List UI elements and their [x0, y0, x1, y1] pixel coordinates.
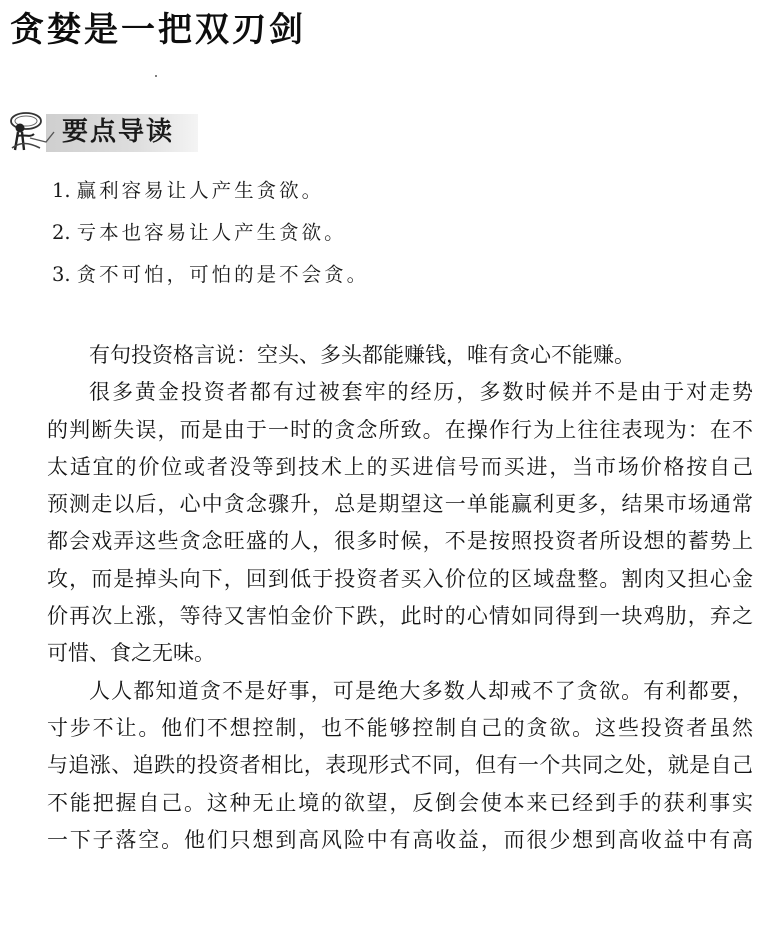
- text-line: 寸步不让。他们不想控制，也不能够控制自己的贪欲。这些投资者虽然: [47, 715, 753, 740]
- text-line: 不能把握自己。这种无止境的欲望，反倒会使本来已经到手的获利事实: [47, 790, 753, 815]
- text-line: 可惜、食之无味。: [47, 641, 215, 666]
- text-line: 有句投资格言说：空头、多头都能赚钱，唯有贪心不能赚。: [89, 343, 635, 367]
- list-item-text: 贪不可怕，可怕的是不会贪。: [76, 263, 370, 286]
- text-line: 的判断失误，而是由于一时的贪念所致。在操作行为上往往表现为：在不: [47, 417, 753, 442]
- reading-figure-icon: [6, 108, 66, 154]
- list-item-number: 2.: [52, 221, 71, 244]
- list-item-text: 亏本也容易让人产生贪欲。: [76, 221, 347, 244]
- list-item: [52, 212, 369, 254]
- chapter-title: 贪婪是一把双刃剑: [10, 10, 306, 50]
- list-item: [52, 254, 369, 296]
- section-header: [6, 108, 206, 154]
- paragraph-1: [5, 337, 753, 374]
- paragraph-2: [5, 374, 753, 672]
- list-item: [52, 170, 369, 212]
- text-line: 一下子落空。他们只想到高风险中有高收益，而很少想到高收益中有高: [47, 827, 753, 852]
- text-line: 很多黄金投资者都有过被套牢的经历，多数时候并不是由于对走势: [89, 380, 753, 405]
- text-line: 都会戏弄这些贪念旺盛的人，很多时候，不是按照投资者所设想的蓄势上: [47, 529, 753, 554]
- body-text: [5, 337, 753, 859]
- print-speck: [155, 75, 157, 77]
- text-line: 攻，而是掉头向下，回到低于投资者买入价位的区域盘整。割肉又担心金: [47, 566, 753, 591]
- list-item-number: 1.: [52, 179, 71, 202]
- list-item-number: 3.: [52, 263, 71, 286]
- section-title: 要点导读: [62, 117, 175, 147]
- list-item-text: 赢利容易让人产生贪欲。: [76, 179, 325, 202]
- text-line: 太适宜的价位或者没等到技术上的买进信号而买进，当市场价格按自己: [47, 454, 753, 479]
- text-line: 价再次上涨，等待又害怕金价下跌，此时的心情如同得到一块鸡肋，弃之: [47, 604, 753, 629]
- paragraph-3: [5, 673, 753, 859]
- text-line: 预测走以后，心中贪念骤升，总是期望这一单能赢利更多，结果市场通常: [47, 492, 753, 517]
- text-line: 人人都知道贪不是好事，可是绝大多数人却戒不了贪欲。有利都要，: [89, 678, 753, 703]
- text-line: 与追涨、追跌的投资者相比，表现形式不同，但有一个共同之处，就是自己: [47, 753, 753, 778]
- key-points-list: [52, 170, 369, 296]
